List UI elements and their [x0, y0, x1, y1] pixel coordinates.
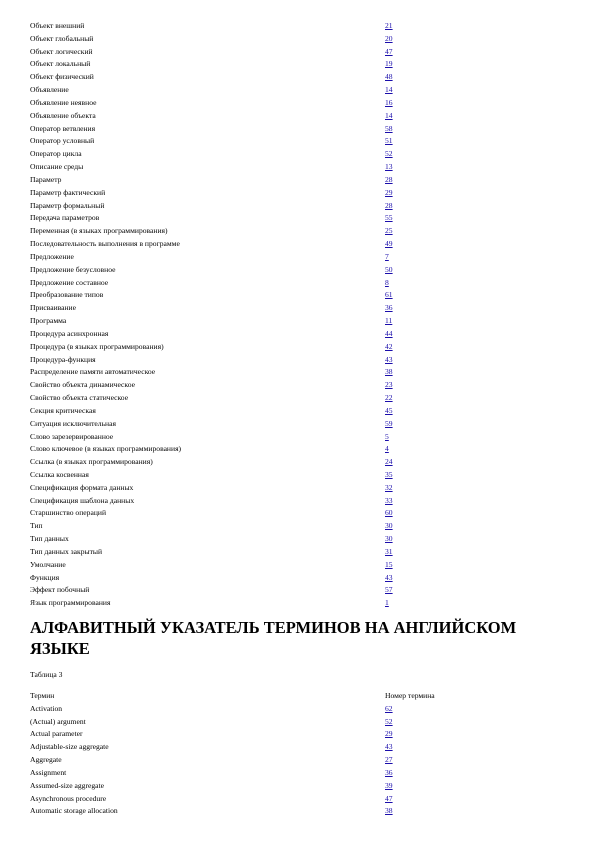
- index-row: [30, 392, 410, 405]
- index-term: Объект внешний: [30, 21, 85, 30]
- index-row: [30, 703, 460, 716]
- index-row: [30, 264, 410, 277]
- index-term: Предложение составное: [30, 277, 109, 287]
- index-row: [30, 559, 410, 572]
- index-row: [30, 225, 410, 238]
- index-row: [30, 97, 410, 110]
- index-term: Оператор цикла: [30, 149, 82, 159]
- index-term: Тип данных: [30, 534, 69, 544]
- index-term: Передача параметров: [30, 213, 100, 223]
- index-term: Assignment: [30, 767, 67, 777]
- term-number-link[interactable]: 33: [385, 495, 393, 505]
- term-number-link[interactable]: 42: [385, 341, 393, 351]
- index-row: [30, 533, 410, 546]
- term-number-link[interactable]: 1: [385, 598, 389, 608]
- term-number-link[interactable]: 31: [385, 546, 393, 556]
- index-row: [30, 418, 410, 431]
- term-number-link[interactable]: 15: [385, 559, 393, 569]
- index-row: [30, 315, 410, 328]
- index-term: Activation: [30, 703, 63, 713]
- term-number-link[interactable]: 44: [385, 328, 393, 338]
- index-row: [30, 148, 410, 161]
- term-number-link[interactable]: 22: [385, 393, 393, 403]
- term-number-link[interactable]: 52: [385, 716, 393, 726]
- index-term: Преобразование типов: [30, 290, 104, 300]
- index-term: Присваивание: [30, 303, 76, 313]
- index-row: [30, 780, 460, 793]
- index-row: [30, 379, 410, 392]
- term-number-link[interactable]: 47: [385, 793, 393, 803]
- index-row: [30, 123, 410, 136]
- term-number-link[interactable]: 30: [385, 534, 393, 544]
- term-number-link[interactable]: 30: [385, 521, 393, 531]
- term-number-link[interactable]: 32: [385, 482, 393, 492]
- index-term: Оператор условный: [30, 136, 95, 146]
- index-row: [30, 84, 410, 97]
- term-number-link[interactable]: 38: [385, 806, 393, 816]
- index-term: Объявление: [30, 85, 69, 95]
- index-row: [30, 251, 410, 264]
- index-term: Процедура асинхронная: [30, 328, 109, 338]
- index-term: Тип данных закрытый: [30, 546, 103, 556]
- index-row: [30, 20, 410, 33]
- section-heading: АЛФАВИТНЫЙ УКАЗАТЕЛЬ ТЕРМИНОВ НА АНГЛИЙСКОМ ЯЗЫКЕ: [30, 618, 517, 658]
- index-row: [30, 135, 410, 148]
- index-row: [30, 187, 410, 200]
- index-row: [30, 277, 410, 290]
- index-row: [30, 728, 460, 741]
- index-term: Старшинство операций: [30, 508, 107, 518]
- index-row: [30, 507, 410, 520]
- index-row: [30, 793, 460, 806]
- index-term: Описание среды: [30, 162, 84, 172]
- term-number-link[interactable]: 60: [385, 508, 393, 518]
- index-row: [30, 443, 410, 456]
- header-number: Номер термина: [385, 691, 435, 700]
- index-row: [30, 469, 410, 482]
- term-number-link[interactable]: 61: [385, 290, 393, 300]
- index-row: [30, 328, 410, 341]
- term-number-link[interactable]: 59: [385, 418, 393, 428]
- index-term: Спецификация шаблона данных: [30, 495, 135, 505]
- index-term: Объявление неявное: [30, 97, 97, 107]
- index-row: [30, 110, 410, 123]
- index-row: [30, 238, 410, 251]
- index-term: Adjustable-size aggregate: [30, 742, 109, 752]
- index-row: [30, 161, 410, 174]
- index-term: Процедура-функция: [30, 354, 96, 364]
- index-row: [30, 597, 410, 610]
- index-term: Параметр: [30, 174, 62, 184]
- term-number-link[interactable]: 45: [385, 405, 393, 415]
- term-number-link[interactable]: 48: [385, 72, 393, 82]
- index-term: Распределение памяти автоматическое: [30, 367, 156, 377]
- russian-terms-index: [30, 20, 410, 610]
- term-number-link[interactable]: 28: [385, 174, 393, 184]
- index-term: Процедура (в языках программирования): [30, 341, 164, 351]
- index-row: [30, 46, 410, 59]
- index-row: [30, 174, 410, 187]
- index-term: Умолчание: [30, 559, 66, 569]
- term-number-link[interactable]: 8: [385, 277, 389, 287]
- index-row: [30, 482, 410, 495]
- term-number-link[interactable]: 23: [385, 380, 393, 390]
- index-term: Язык программирования: [30, 598, 111, 608]
- index-term: Объявление объекта: [30, 110, 96, 120]
- index-term: Объект физический: [30, 72, 94, 82]
- index-term: Параметр фактический: [30, 187, 106, 197]
- index-term: (Actual) argument: [30, 716, 86, 726]
- term-number-link[interactable]: 43: [385, 354, 393, 364]
- index-row: [30, 341, 410, 354]
- term-number-link[interactable]: 58: [385, 123, 393, 133]
- index-row: [30, 302, 410, 315]
- index-row: [30, 456, 410, 469]
- index-row: [30, 716, 460, 729]
- term-number-link[interactable]: 36: [385, 767, 393, 777]
- index-term: Оператор ветвления: [30, 123, 96, 133]
- index-row: [30, 366, 410, 379]
- index-term: Переменная (в языках программирования): [30, 226, 168, 236]
- index-term: Программа: [30, 316, 67, 326]
- index-term: Asynchronous procedure: [30, 793, 107, 803]
- index-term: Aggregate: [30, 755, 62, 765]
- index-term: Свойство объекта статическое: [30, 393, 129, 403]
- term-number-link[interactable]: 27: [385, 755, 393, 765]
- index-row: [30, 289, 410, 302]
- index-term: Automatic storage allocation: [30, 806, 118, 816]
- header-term: Термин: [30, 691, 55, 700]
- index-term: Assumed-size aggregate: [30, 780, 105, 790]
- index-row: [30, 805, 460, 818]
- index-row: [30, 431, 410, 444]
- index-term: Функция: [30, 572, 60, 582]
- term-number-link[interactable]: 4: [385, 444, 389, 454]
- index-row: [30, 33, 410, 46]
- term-number-link[interactable]: 7: [385, 251, 389, 261]
- index-term: Ссылка (в языках программирования): [30, 457, 153, 467]
- index-row: [30, 520, 410, 533]
- index-row: [30, 354, 410, 367]
- index-term: Ссылка косвенная: [30, 469, 89, 479]
- term-number-link[interactable]: 16: [385, 97, 393, 107]
- index-term: Спецификация формата данных: [30, 482, 134, 492]
- term-number-link[interactable]: 11: [385, 316, 393, 326]
- index-row: [30, 584, 410, 597]
- term-number-link[interactable]: 21: [385, 21, 393, 30]
- index-row: [30, 754, 460, 767]
- index-row: [30, 212, 410, 225]
- index-term: Ситуация исключительная: [30, 418, 116, 428]
- index-term: Эффект побочный: [30, 585, 90, 595]
- term-number-link[interactable]: 50: [385, 264, 393, 274]
- term-number-link[interactable]: 13: [385, 162, 393, 172]
- term-number-link[interactable]: 29: [385, 187, 393, 197]
- term-number-link[interactable]: 49: [385, 239, 393, 249]
- term-number-link[interactable]: 51: [385, 136, 393, 146]
- table-header-row: [30, 690, 460, 703]
- term-number-link[interactable]: 43: [385, 572, 393, 582]
- index-row: [30, 58, 410, 71]
- term-number-link[interactable]: 57: [385, 585, 393, 595]
- index-row: [30, 572, 410, 585]
- term-number-link[interactable]: 14: [385, 110, 393, 120]
- term-number-link[interactable]: 29: [385, 729, 393, 739]
- index-term: Объект логический: [30, 46, 93, 56]
- term-number-link[interactable]: 24: [385, 457, 393, 467]
- term-number-link[interactable]: 36: [385, 303, 393, 313]
- index-term: Тип: [30, 521, 43, 531]
- term-number-link[interactable]: 39: [385, 780, 393, 790]
- index-row: [30, 741, 460, 754]
- index-row: [30, 767, 460, 780]
- term-number-link[interactable]: 38: [385, 367, 393, 377]
- term-number-link[interactable]: 62: [385, 703, 393, 713]
- term-number-link[interactable]: 35: [385, 469, 393, 479]
- term-number-link[interactable]: 52: [385, 149, 393, 159]
- term-number-link[interactable]: 47: [385, 46, 393, 56]
- index-row: [30, 495, 410, 508]
- index-term: Предложение: [30, 251, 74, 261]
- index-term: Параметр формальный: [30, 200, 105, 210]
- index-term: Секция критическая: [30, 405, 96, 415]
- term-number-link[interactable]: 20: [385, 33, 393, 43]
- index-row: [30, 71, 410, 84]
- index-row: [30, 405, 410, 418]
- index-term: Предложение безусловное: [30, 264, 116, 274]
- index-term: Последовательность выполнения в программе: [30, 239, 180, 249]
- index-row: [30, 546, 410, 559]
- term-number-link[interactable]: 25: [385, 226, 393, 236]
- term-number-link[interactable]: 43: [385, 742, 393, 752]
- index-term: Свойство объекта динамическое: [30, 380, 135, 390]
- index-term: Слово ключевое (в языках программирования): [30, 444, 182, 454]
- term-number-link[interactable]: 19: [385, 59, 393, 69]
- term-number-link[interactable]: 55: [385, 213, 393, 223]
- index-row: [30, 200, 410, 213]
- index-term: Объект глобальный: [30, 33, 94, 43]
- english-terms-index: [30, 690, 460, 818]
- table-caption: Таблица 3: [30, 670, 63, 679]
- term-number-link[interactable]: 5: [385, 431, 389, 441]
- index-term: Слово зарезервированное: [30, 431, 114, 441]
- index-term: Объект локальный: [30, 59, 91, 69]
- index-term: Actual parameter: [30, 729, 83, 739]
- term-number-link[interactable]: 14: [385, 85, 393, 95]
- term-number-link[interactable]: 28: [385, 200, 393, 210]
